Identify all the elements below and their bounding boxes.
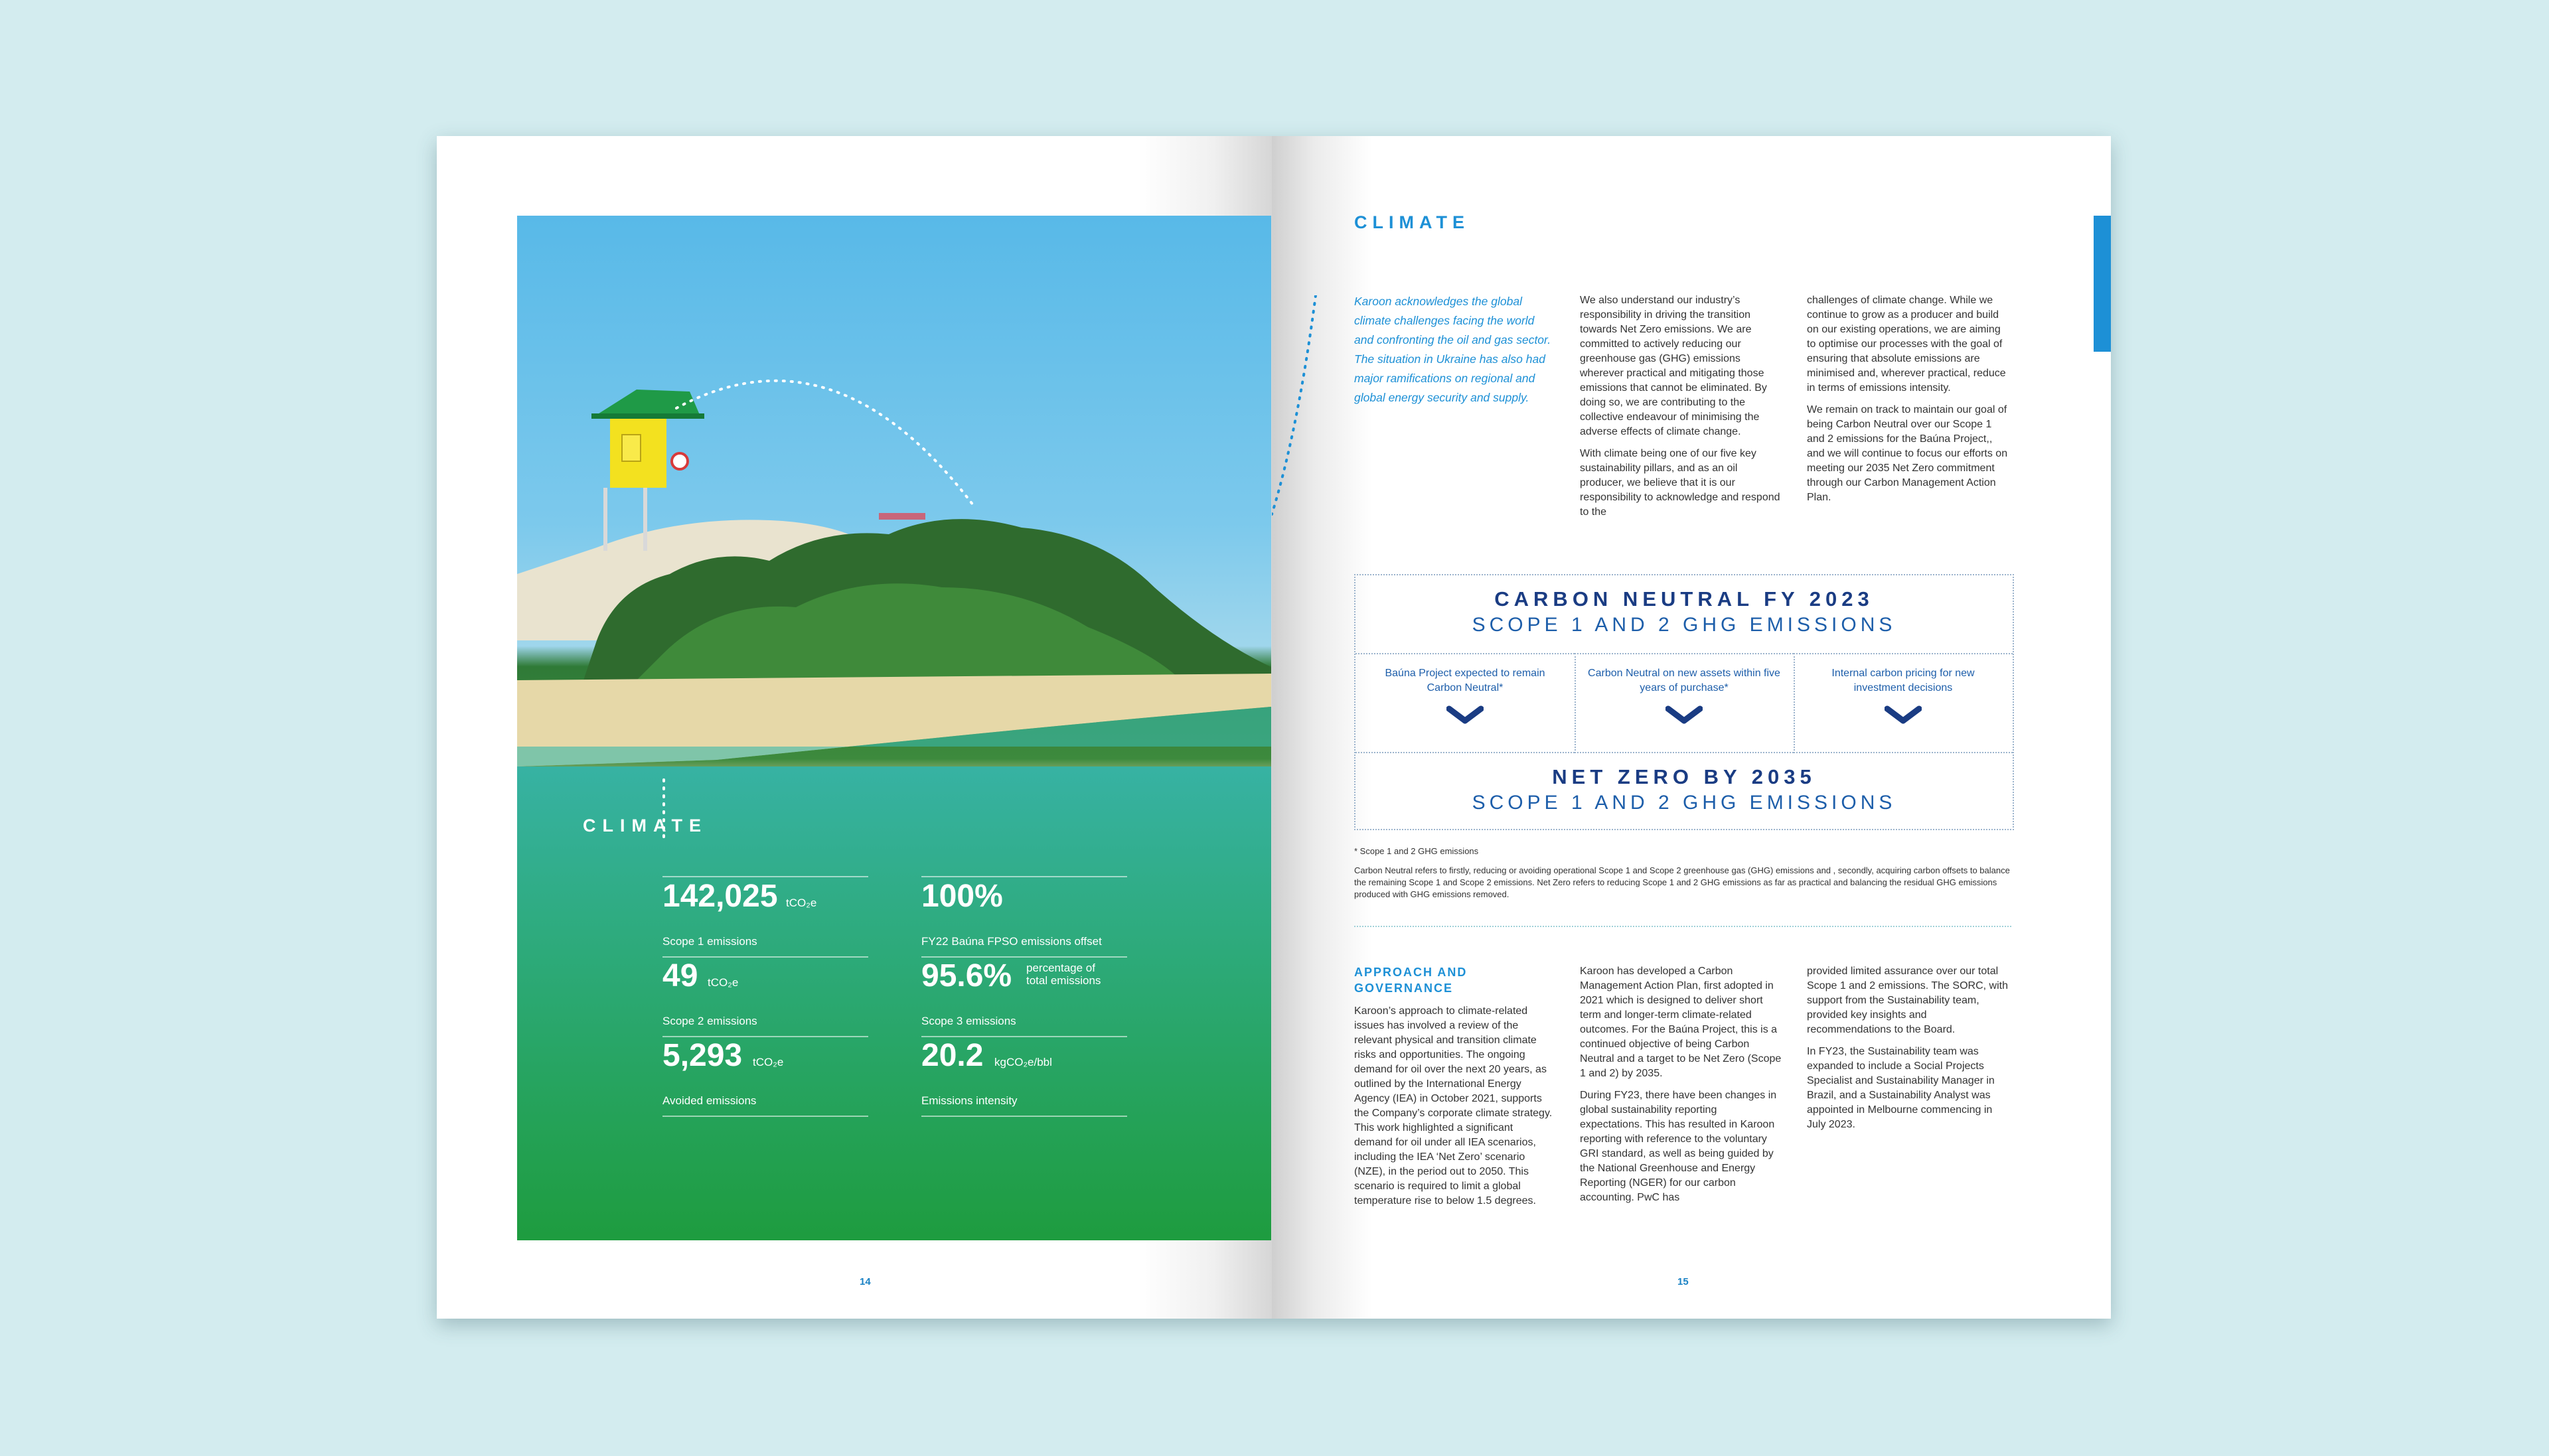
approach-column-1 <box>1354 1004 1553 1216</box>
target-item-text: Carbon Neutral on new assets within five years of purchase* <box>1588 668 1780 693</box>
stat-value: 95.6% <box>921 958 1012 993</box>
section-divider <box>1354 926 2011 927</box>
check-icon <box>1885 703 1922 725</box>
paragraph: provided limited assurance over our total Scope 1 and 2 emissions. The SORC, with support from the Sustainability team, provided key insights and recommendations to the Board. <box>1807 966 2008 1035</box>
stat-label: Avoided emissions <box>662 1094 757 1107</box>
stat-value: 100% <box>921 879 1003 914</box>
approach-column-3 <box>1807 964 2009 1139</box>
stat-fpso-offset <box>921 878 1127 958</box>
stat-value: 5,293 <box>662 1038 743 1073</box>
brochure-spread <box>437 136 2111 1319</box>
stat-unit: tCO₂e <box>753 1056 784 1068</box>
targets-box <box>1354 574 2014 830</box>
target-item-text: Internal carbon pricing for new investment decisions <box>1831 668 1975 693</box>
dotted-connector <box>1272 295 1365 614</box>
target-item-text: Baúna Project expected to remain Carbon Neutral* <box>1385 668 1545 693</box>
body-column-3 <box>1807 293 2009 512</box>
check-icon <box>1665 703 1703 725</box>
beach-scene-illustration <box>517 216 1271 1240</box>
stat-scope2 <box>662 958 868 1037</box>
footnote-marker: * Scope 1 and 2 GHG emissions <box>1354 846 1479 856</box>
paragraph: We also understand our industry’s responsibility in driving the transition towards Net Zero emissions. We are committed to actively reducing our greenhouse gas (GHG) emissions wherever practical and mitigating those emissions that cannot be eliminated. By doing so, we are contributing to the collective endeavour of minimising the adverse effects of climate change. <box>1580 295 1767 437</box>
beach-photo <box>517 216 1271 1240</box>
stat-scope3 <box>921 958 1127 1037</box>
stat-label: FY22 Baúna FPSO emissions offset <box>921 935 1102 948</box>
body-column-2 <box>1580 293 1782 527</box>
stat-unit: percentage of total emissions <box>1026 962 1101 987</box>
stat-avoided <box>662 1037 868 1117</box>
target-item-new-assets <box>1575 653 1794 753</box>
stat-scope1 <box>662 878 868 958</box>
stat-label: Scope 2 emissions <box>662 1015 757 1027</box>
stats-section-title: CLIMATE <box>583 816 708 836</box>
stat-value: 20.2 <box>921 1038 984 1073</box>
stat-value: 49 <box>662 958 698 993</box>
stat-unit: tCO₂e <box>708 976 739 989</box>
intro-quote: Karoon acknowledges the global climate challenges facing the world and confronting the oil and gas sector. The situation in Ukraine has also had major ramifications on regional and global energy security and supply. <box>1354 295 1551 404</box>
carbon-neutral-heading: CARBON NEUTRAL FY 2023 <box>1494 587 1874 611</box>
paragraph: Karoon has developed a Carbon Management Action Plan, first adopted in 2021 which is designed to deliver short term and longer-term climate-related outcomes. For the Baúna Project, this is a continued objective of being Carbon Neutral and a target to be Net Zero (Scope 1 and 2) by 2035. <box>1580 966 1782 1079</box>
stat-intensity <box>921 1037 1127 1117</box>
section-tab <box>2094 216 2111 352</box>
check-icon <box>1446 703 1484 725</box>
approach-heading: APPROACH AND GOVERNANCE <box>1354 966 1468 995</box>
net-zero-subheading: SCOPE 1 AND 2 GHG EMISSIONS <box>1472 792 1896 814</box>
paragraph: With climate being one of our five key sustainability pillars, and as an oil producer, we believe that it is our responsibility to acknowledge and respond to the <box>1580 448 1780 518</box>
footnote-text: Carbon Neutral refers to firstly, reducing or avoiding operational Scope 1 and Scope 2 greenhouse gas (GHG) emissions and , secondly, acquiring carbon offsets to balance the remaining Scope 1 and Scope 2 emissions. Net Zero refers to reducing Scope 1 and 2 GHG emissions as far as practical and balancing the residual GHG emissions produced with GHG emissions removed. <box>1354 865 2010 899</box>
target-item-carbon-pricing <box>1794 653 2013 753</box>
page-title: CLIMATE <box>1354 212 1470 232</box>
stat-label: Scope 1 emissions <box>662 935 757 948</box>
page-number-right: 15 <box>1677 1276 1689 1287</box>
stat-value: 142,025 <box>662 879 778 914</box>
stat-label: Scope 3 emissions <box>921 1015 1016 1027</box>
paragraph: During FY23, there have been changes in global sustainability reporting expectations. This has resulted in Karoon reporting with reference to the voluntary GRI standard, as well as being guided by the National Greenhouse and Energy Reporting (NGER) for our carbon accounting. PwC has <box>1580 1090 1777 1203</box>
paragraph: challenges of climate change. While we continue to grow as a producer and build on our existing operations, we are aiming to optimise our processes with the goal of ensuring that absolute emissions are minimised and, wherever practical, reduce in terms of emissions intensity. <box>1807 295 2006 394</box>
page-number-left: 14 <box>860 1276 871 1287</box>
net-zero-heading: NET ZERO BY 2035 <box>1552 765 1816 788</box>
left-page <box>437 136 1272 1319</box>
stat-label: Emissions intensity <box>921 1094 1018 1107</box>
paragraph: We remain on track to maintain our goal of being Carbon Neutral over our Scope 1 and 2 emissions for the Baúna Project,, and we will continue to focus our efforts on meeting our 2035 Net Zero commitment through our Carbon Management Action Plan. <box>1807 404 2008 503</box>
paragraph: Karoon’s approach to climate-related issues has involved a review of the relevant physical and transition climate risks and opportunities. The ongoing demand for oil over the next 20 years, as outlined by the International Energy Agency (IEA) in October 2021, supports the Company’s corporate climate strategy. This work highlighted a significant demand for oil under all IEA scenarios, including the IEA ‘Net Zero’ scenario (NZE), in the period out to 2050. This scenario is required to limit a global temperature rise to below 1.5 degrees. <box>1354 1005 1553 1206</box>
carbon-neutral-subheading: SCOPE 1 AND 2 GHG EMISSIONS <box>1472 614 1896 636</box>
approach-column-2 <box>1580 964 1782 1212</box>
stat-unit: tCO₂e <box>786 897 817 909</box>
stat-unit: kgCO₂e/bbl <box>994 1056 1052 1068</box>
paragraph: In FY23, the Sustainability team was expanded to include a Social Projects Specialist and Sustainability Manager in Brazil, and a Sustainability Analyst was appointed in Melbourne commencing in July 2023. <box>1807 1046 1995 1130</box>
target-item-bauna <box>1355 653 1575 753</box>
